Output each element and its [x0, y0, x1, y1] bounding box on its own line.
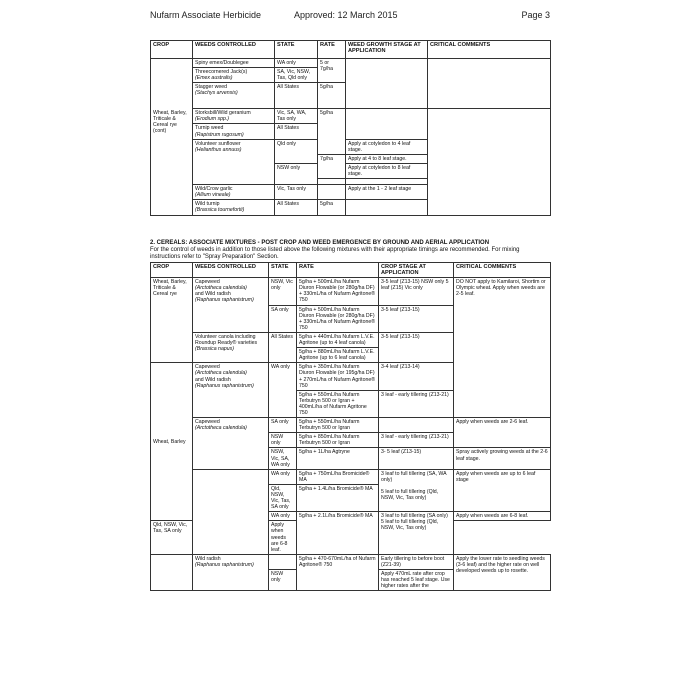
- table-row: [151, 418, 551, 433]
- state-cell: NSW, Vic only: [269, 278, 297, 305]
- col-header-crop-stage: CROP STAGE AT APPLICATION: [379, 263, 454, 278]
- weed-cell: Capeweed (Arctotheca calendula) and Wild radish (Raphanus raphanistrum): [193, 278, 269, 333]
- rate-cell: 5g/ha + 470-670mL/ha of Nufarm Agritone® 750: [297, 554, 379, 590]
- comment-cell: Apply the lower rate to seedling weeds (3-6 leaf) and the higher rate on well developed weeds up to rosette.: [454, 554, 551, 590]
- state-cell: WA only: [269, 512, 297, 521]
- state-cell: Qld only: [275, 139, 318, 163]
- col-header-state: STATE: [269, 263, 297, 278]
- crop-stage-cell: 3 leaf to full tillering (SA only) 5 leaf to full tillering (Qld, NSW, Vic, Tas only): [379, 512, 454, 555]
- crop-stage-cell: 3 leaf - early tillering (Z13-21): [379, 433, 454, 448]
- stage-cell: Apply at cotyledon to 8 leaf stage.: [346, 163, 428, 178]
- comment-cell: Apply when weeds are 6-8 leaf.: [454, 512, 551, 521]
- section-2-heading: [150, 240, 550, 261]
- rate-cell: 5g/ha + 1.4L/ha Bromicide® MA: [297, 484, 379, 511]
- state-cell: Qld, NSW, Vic, Tas, SA only: [269, 484, 297, 511]
- comment-cell: Spray actively growing weeds at the 2-6 leaf stage.: [454, 448, 551, 469]
- rate-cell-blank: [318, 185, 346, 200]
- header-page-number: Page 3: [521, 10, 550, 20]
- weed-cell: Stagger weed (Stachys arvensis): [193, 83, 275, 109]
- rate-cell: 5g/ha: [318, 109, 346, 155]
- weed-cell: Threecornered Jack(s) (Emex australis): [193, 68, 275, 83]
- stage-cell: Apply at the 1 - 2 leaf stage: [346, 185, 428, 200]
- state-cell: WA only: [269, 363, 297, 418]
- comment-cell: Apply when weeds are 2-6 leaf.: [454, 418, 551, 448]
- state-cell: NSW only: [269, 433, 297, 448]
- col-header-comments: CRITICAL COMMENTS: [454, 263, 551, 278]
- table-header-row: [151, 263, 551, 278]
- weed-cell: Storksbill/Wild geranium (Erodium spp.): [193, 109, 275, 124]
- weed-cell: Wild turnip (Brassica tournefortii): [193, 200, 275, 216]
- rate-cell: 5 or 7g/ha: [318, 59, 346, 83]
- crop-stage-cell: 3-5 leaf (Z13-15): [379, 305, 454, 332]
- comment-cell: Apply when weeds are up to 6 leaf stage: [454, 469, 551, 512]
- weed-cell-blank: [193, 469, 269, 554]
- crop-stage-cell: 3-4 leaf (Z13-14): [379, 363, 454, 390]
- col-header-crop: CROP: [151, 41, 193, 59]
- crop-cell-blank: [151, 554, 193, 590]
- weed-cell: Turnip weed (Rapistrum rugosum): [193, 124, 275, 139]
- table-row: [151, 109, 551, 124]
- state-cell: SA only: [269, 305, 297, 332]
- state-cell: NSW only: [275, 163, 318, 184]
- col-header-state: STATE: [275, 41, 318, 59]
- col-header-rate: RATE: [297, 263, 379, 278]
- table-row: [151, 469, 551, 484]
- crop-stage-cell: 3 leaf - early tillering (Z13-21): [379, 390, 454, 417]
- crop-stage-cell: 3-5 leaf (Z13-15) NSW only 5 leaf (Z15) Vic only: [379, 278, 454, 305]
- crop-stage-cell: Apply 470mL rate after crop has reached 5 leaf stage. Use higher rates after the: [379, 570, 454, 591]
- weed-cell: Spiny emex/Doublegee: [193, 59, 275, 68]
- state-cell: Qld, NSW, Vic, Tas, SA only: [151, 521, 193, 554]
- state-cell: All States: [269, 332, 297, 362]
- rate-cell: 5g/ha + 1L/ha Agtryne: [297, 448, 379, 469]
- weed-control-table-1: [150, 40, 551, 216]
- weed-cell: Capeweed (Arctotheca calendula) and Wild radish (Raphanus raphanistrum): [193, 363, 269, 418]
- crop-stage-cell-blank: [379, 418, 454, 433]
- rate-cell: 5g/ha + 550mL/ha Nufarm Terbutryn 500 or Igran: [297, 418, 379, 433]
- col-header-crop: CROP: [151, 263, 193, 278]
- rate-cell: 5g/ha + 350mL/ha Nufarm Diuron Flowable (or 195g/ha DF) + 270mL/ha of Nufarm Agritone® 750: [297, 363, 379, 390]
- crop-stage-cell: 3- 5 leaf (Z13-15): [379, 448, 454, 469]
- rate-cell: 5g/ha + 550mL/ha Nufarm Terbutryn 500 or Igran + 400mL/ha of Nufarm Agritone 750: [297, 390, 379, 417]
- rate-cell: 5g/ha + 500mL/ha Nufarm Diuron Flowable (or 280g/ha DF) + 330mL/ha of Nufarm Agritone® 750: [297, 278, 379, 305]
- section-intro: For the control of weeds in addition to those listed above the following mixtures with their appropriate timings are recommended. For mixing instructions refer to "Spray Preparation" Section.: [150, 247, 520, 260]
- rate-cell: 5g/ha: [318, 200, 346, 216]
- crop-stage-cell: Early tillering to before boot (Z21-39): [379, 554, 454, 569]
- section-title: 2. CEREALS: ASSOCIATE MIXTURES - POST CROP AND WEED EMERGENCE BY GROUND AND AERIAL APPLICATION: [150, 240, 490, 246]
- state-cell: Vic, SA, WA, Tas only: [275, 109, 318, 124]
- stage-cell: Apply at cotyledon to 4 leaf stage.: [346, 139, 428, 154]
- crop-stage-cell: 3 leaf to full tillering (SA, WA only) 5 leaf to full tillering (Qld, NSW, Vic, Tas only): [379, 469, 454, 512]
- col-header-weeds: WEEDS CONTROLLED: [193, 41, 275, 59]
- state-cell: NSW, Vic, SA, WA only: [269, 448, 297, 469]
- state-cell-blank: [269, 554, 297, 569]
- col-header-rate: RATE: [318, 41, 346, 59]
- header-approval-date: Approved: 12 March 2015: [294, 10, 398, 20]
- table-header-row: [151, 41, 551, 59]
- weed-cell: Volunteer sunflower (Helianthus annuus): [193, 139, 275, 184]
- weed-cell: Volunteer canola including Roundup Ready® varieties (Brassica napus): [193, 332, 269, 362]
- rate-cell: 5g/ha + 500mL/ha Nufarm Diuron Flowable (or 280g/ha DF) + 330mL/ha of Nufarm Agritone® 750: [297, 305, 379, 332]
- comment-cell: DO NOT apply to Kamilaroi, Shortim or Olympic wheat. Apply when weeds are 2-5 leaf.: [454, 278, 551, 418]
- rate-cell: 5g/ha + 880mL/ha Nufarm L.V.E. Agritone (up to 6 leaf canola): [297, 348, 379, 363]
- comment-cell: Apply when weeds are 6-8 leaf.: [269, 521, 297, 554]
- state-cell: All States: [275, 124, 318, 139]
- table-row: [151, 59, 551, 68]
- weed-control-table-2: [150, 262, 551, 591]
- comment-cell-blank: [428, 59, 551, 109]
- state-cell: WA only: [275, 59, 318, 68]
- crop-cell-blank: [151, 59, 193, 109]
- rate-cell: 5g/ha + 2.1L/ha Bromicide® MA: [297, 512, 379, 555]
- page-header: [150, 10, 550, 24]
- state-cell: All States: [275, 83, 318, 109]
- rate-cell: 5g/ha + 850mL/ha Nufarm Terbutryn 500 or Igran: [297, 433, 379, 448]
- stage-cell: Apply at 4 to 8 leaf stage.: [346, 154, 428, 163]
- crop-stage-cell: 3-5 leaf (Z13-15): [379, 332, 454, 362]
- state-cell: WA only: [269, 469, 297, 484]
- weed-cell: Wild radish (Raphanus raphanistrum): [193, 554, 269, 590]
- rate-cell: 5g/ha: [318, 83, 346, 109]
- table-row: [151, 278, 551, 305]
- crop-cell: Wheat, Barley, Triticale & Cereal rye (cont): [151, 109, 193, 216]
- state-cell: All States: [275, 200, 318, 216]
- col-header-comments: CRITICAL COMMENTS: [428, 41, 551, 59]
- state-cell: Vic, Tas only: [275, 185, 318, 200]
- rate-cell: 5g/ha + 750mL/ha Bromicide® MA: [297, 469, 379, 484]
- crop-cell: Wheat, Barley, Triticale & Cereal rye: [151, 278, 193, 363]
- stage-cell-blank: [346, 200, 428, 216]
- stage-cell-blank: [346, 109, 428, 139]
- state-cell: SA only: [269, 418, 297, 433]
- state-cell: NSW only: [269, 570, 297, 591]
- weed-cell: Capeweed (Arctotheca calendula): [193, 418, 269, 470]
- rate-cell: 7g/ha: [318, 154, 346, 178]
- comment-cell-blank: [428, 109, 551, 216]
- rate-cell: 5g/ha + 440mL/ha Nufarm L.V.E. Agritone (up to 4 leaf canola): [297, 332, 379, 347]
- header-product-name: Nufarm Associate Herbicide: [150, 10, 262, 20]
- col-header-weeds: WEEDS CONTROLLED: [193, 263, 269, 278]
- state-cell: SA, Vic, NSW, Tas, Qld only: [275, 68, 318, 83]
- table-row: [151, 554, 551, 569]
- weed-cell: Wild/Crow garlic (Allium vineale): [193, 185, 275, 200]
- stage-cell-blank: [346, 59, 428, 109]
- crop-cell: Wheat, Barley: [151, 363, 193, 521]
- col-header-growth-stage: WEED GROWTH STAGE AT APPLICATION: [346, 41, 428, 59]
